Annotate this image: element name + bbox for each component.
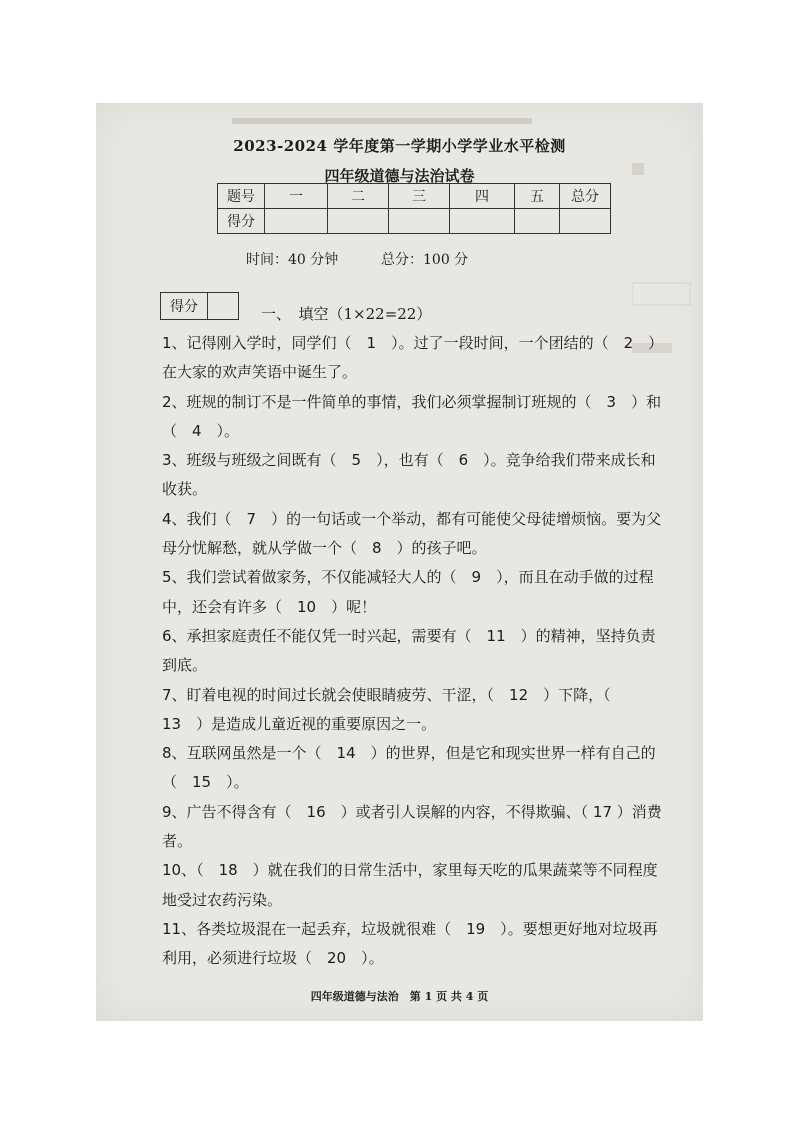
- exam-time: 时间：40 分钟: [246, 252, 339, 268]
- question-item: 8、互联网虽然是一个（ 14 ）的世界，但是它和现实世界一样有自己的（ 15 ）。: [162, 744, 656, 792]
- question-item: 9、广告不得含有（ 16 ）或者引人误解的内容，不得欺骗、（ 17 ）消费者。: [162, 802, 662, 851]
- score-row-label: 得分: [218, 209, 265, 234]
- score-cell: [328, 209, 389, 234]
- section-score-label: 得分: [161, 293, 208, 320]
- section-title: 一、 填空（1×22=22）: [261, 305, 432, 323]
- exam-total-score: 总分：100 分: [381, 252, 469, 268]
- section-score-box: [160, 292, 239, 320]
- score-header-cell: 一: [265, 184, 328, 209]
- score-cell: [515, 209, 560, 234]
- exam-paper: [96, 103, 703, 1021]
- question-item: 7、盯着电视的时间过长就会使眼睛疲劳、干涩，（ 12 ）下降，（ 13 ）是造成儿童近视的重要原因之一。: [162, 685, 626, 733]
- question-item: 10、（ 18 ）就在我们的日常生活中，家里每天吃的瓜果蔬菜等不同程度地受过农药污染。: [162, 861, 658, 909]
- show-through-mark-1: [232, 115, 532, 127]
- score-header-cell: 三: [389, 184, 450, 209]
- exam-title: 2023-2024 学年度第一学期小学学业水平检测: [233, 137, 566, 155]
- question-item: 3、班级与班级之间既有（ 5 ），也有（ 6 ）。竞争给我们带来成长和收获。: [162, 451, 656, 499]
- question-item: 5、我们尝试着做家务，不仅能减轻大人的（ 9 ），而且在动手做的过程中，还会有许多（ 10 ）呢！: [162, 568, 654, 616]
- score-header-cell: 题号: [218, 184, 265, 209]
- score-table-header-row: [218, 184, 611, 209]
- section-score-cell: [208, 293, 239, 320]
- question-item: 2、班规的制订不是一件简单的事情，我们必须掌握制订班规的（ 3 ）和（ 4 ）。: [162, 392, 662, 440]
- score-header-cell: 四: [450, 184, 515, 209]
- score-header-cell: 二: [328, 184, 389, 209]
- score-table: [217, 183, 611, 234]
- question-item: 1、记得刚入学时，同学们（ 1 ）。过了一段时间，一个团结的（ 2 ）在大家的欢声笑语中诞生了。: [162, 334, 656, 382]
- score-cell: [560, 209, 611, 234]
- score-cell: [450, 209, 515, 234]
- score-cell: [265, 209, 328, 234]
- score-header-cell: 总分: [560, 184, 611, 209]
- question-item: 11、各类垃圾混在一起丢弃，垃圾就很难（ 19 ）。要想更好地对垃圾再利用，必须进行垃圾（ 20 ）。: [162, 919, 658, 968]
- question-item: 4、我们（ 7 ）的一句话或一个举动，都有可能使父母徒增烦恼。要为父母分忧解愁，就从学做一个（ 8 ）的孩子吧。: [162, 509, 662, 558]
- score-table-score-row: [218, 209, 611, 234]
- score-header-cell: 五: [515, 184, 560, 209]
- score-cell: [389, 209, 450, 234]
- question-item: 6、承担家庭责任不能仅凭一时兴起，需要有（ 11 ）的精神，坚持负责到底。: [162, 626, 656, 675]
- question-list: [162, 329, 662, 974]
- page-footer: 四年级道德与法治 第 1 页 共 4 页: [310, 990, 489, 1003]
- exam-subtitle: 四年级道德与法治试卷: [324, 167, 475, 185]
- show-through-mark: [232, 115, 532, 131]
